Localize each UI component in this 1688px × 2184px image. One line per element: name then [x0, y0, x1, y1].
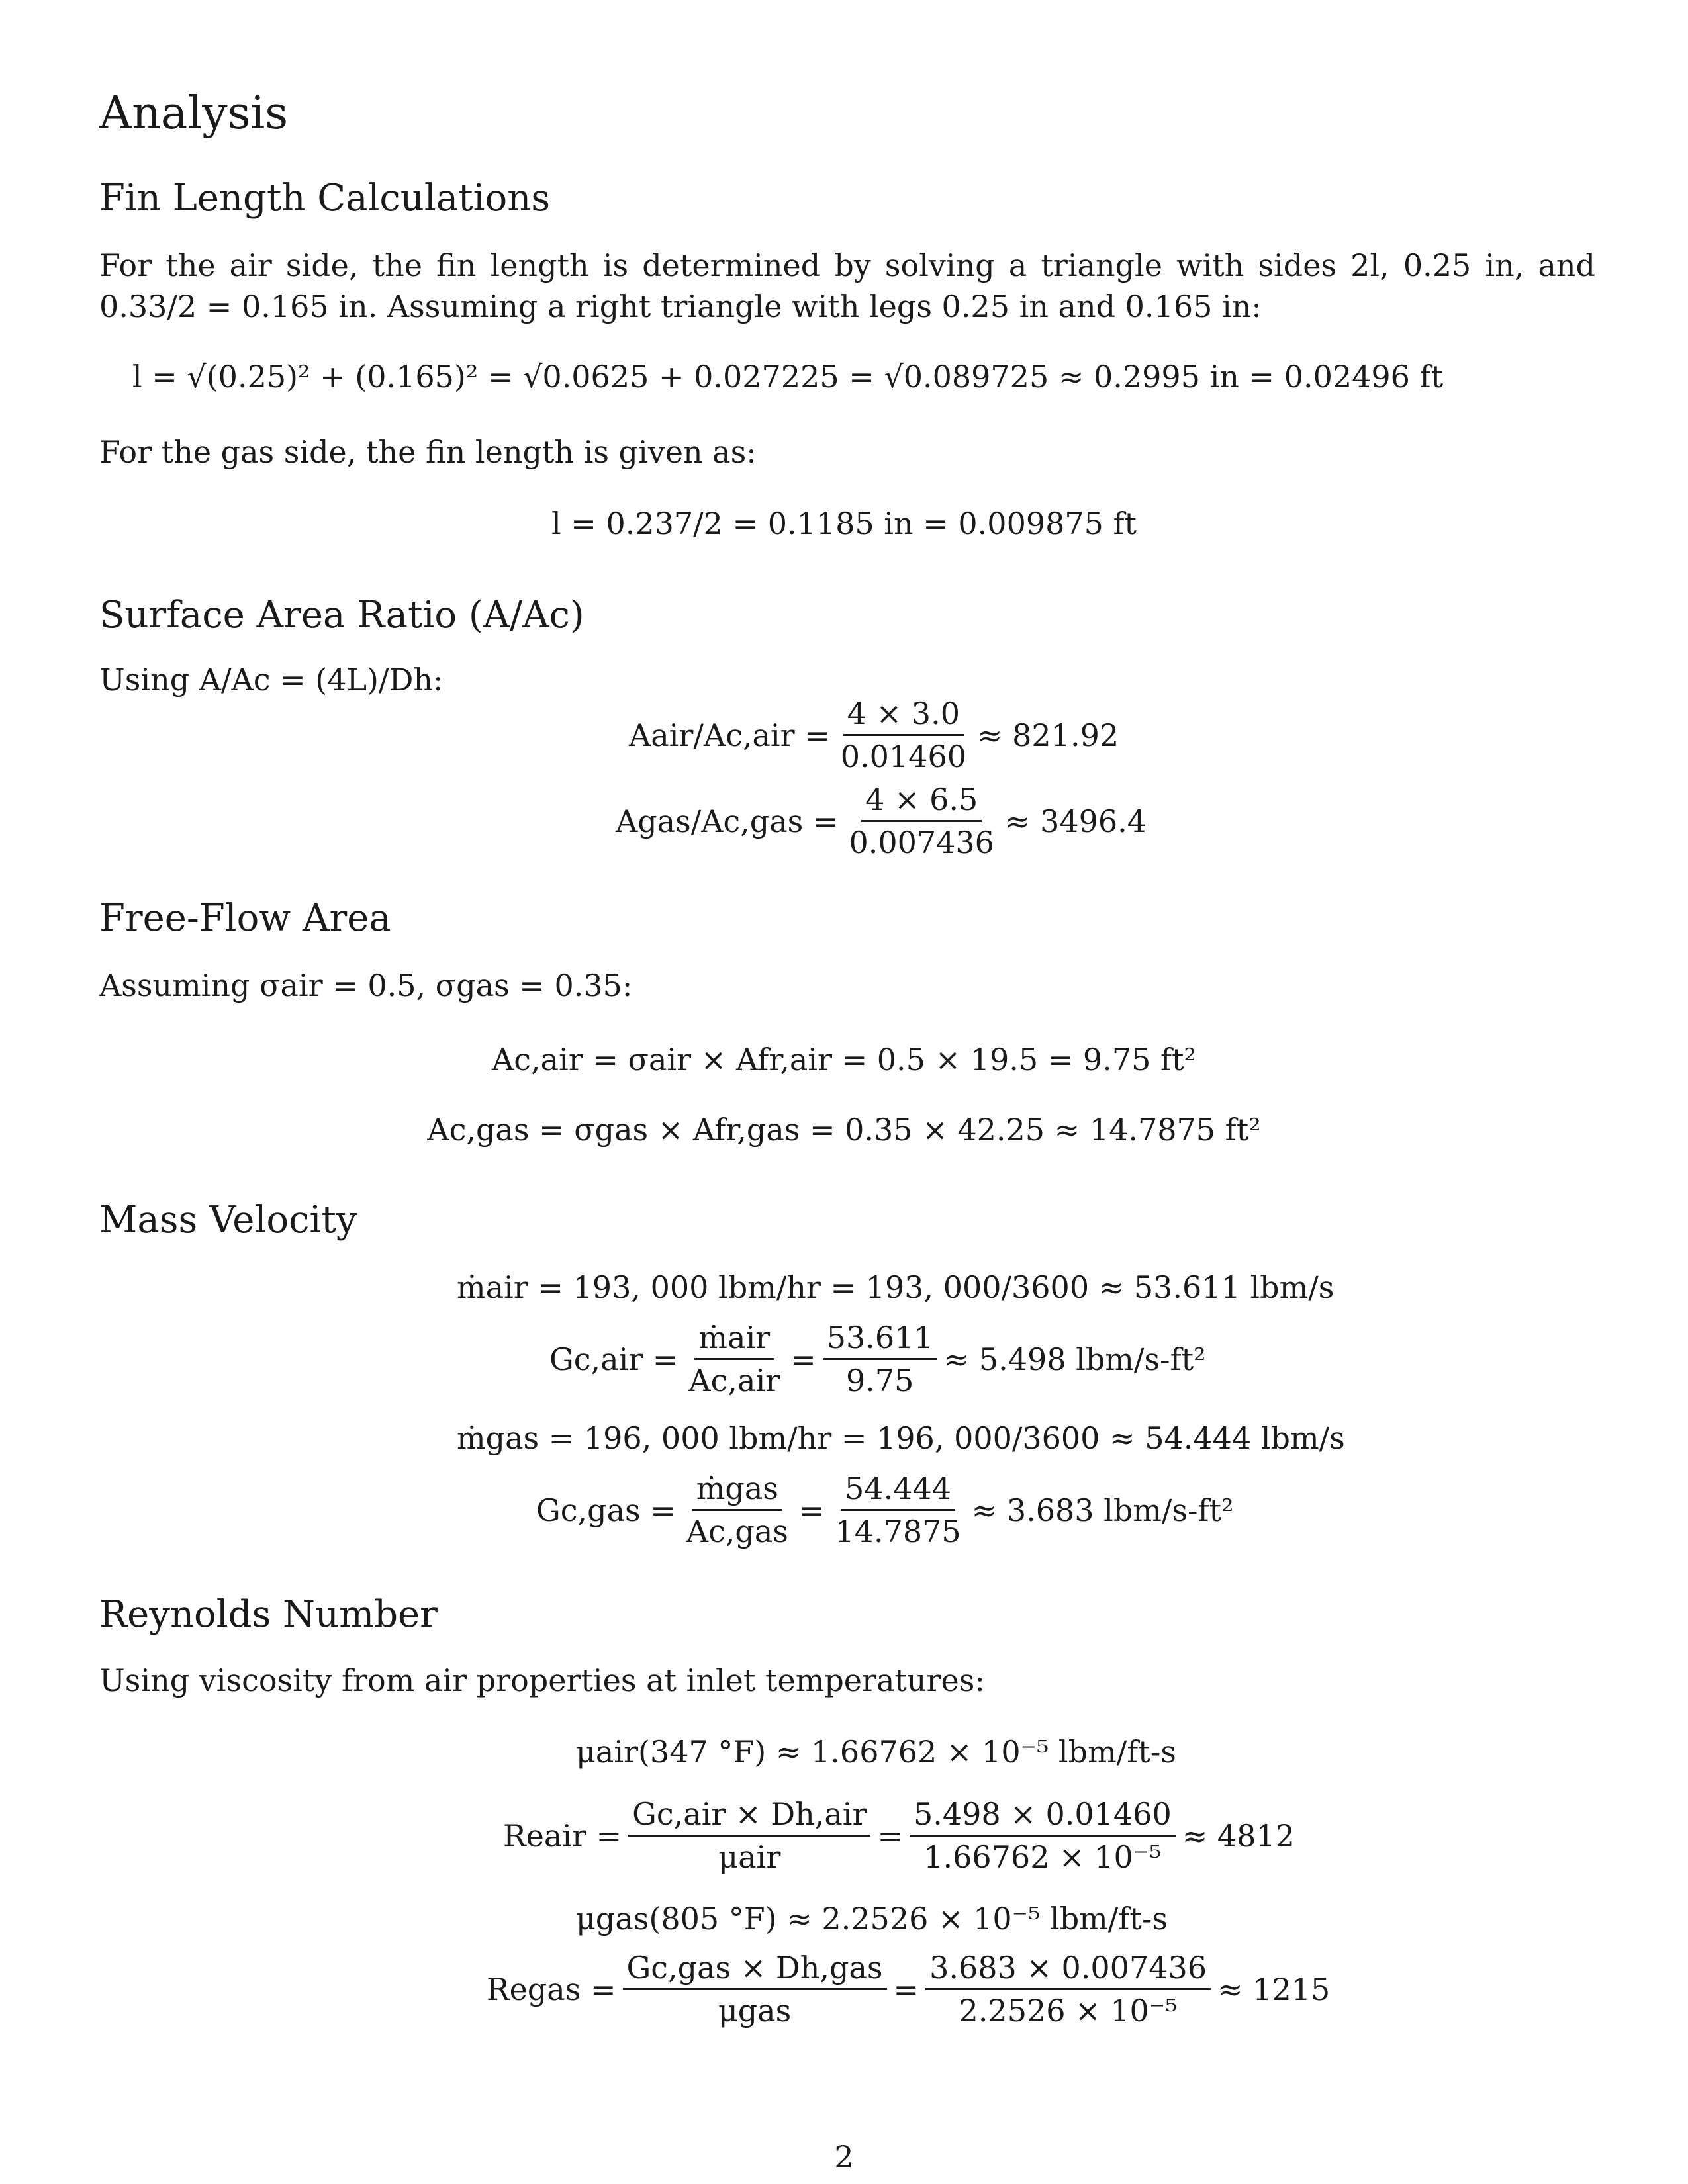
reynolds-gas-denominator-symbolic: μgas — [718, 1993, 792, 2028]
surface-gas-denominator: 0.007436 — [849, 825, 994, 860]
reynolds-gas-denominator-numeric: 2.2526 × 10⁻⁵ — [959, 1993, 1178, 2028]
surface-air-denominator: 0.01460 — [840, 739, 966, 774]
subsection-title-free-flow: Free-Flow Area — [99, 897, 391, 940]
subsection-title-surface-area: Surface Area Ratio (A/Ac) — [99, 594, 585, 637]
surface-air-fraction — [837, 698, 970, 772]
subsection-title-fin-length: Fin Length Calculations — [99, 177, 551, 220]
mass-velocity-air-equation: Gc,air = $\frac{\text{ṁair}}{\text{Ac,air}}$ = $\frac{53.611}{9.75}$ ≈ 5.498 lbm/s-ft² — [549, 1320, 1206, 1398]
mass-velocity-gas-denominator-numeric: 14.7875 — [835, 1514, 961, 1549]
reynolds-gas-fraction-numeric — [925, 1952, 1211, 2026]
mass-velocity-gas-fraction-numeric — [831, 1473, 964, 1547]
reynolds-air-fraction-numeric — [910, 1796, 1176, 1875]
surface-gas-lhs: Agas/Ac,gas = — [616, 803, 839, 839]
free-flow-intro: Assuming σair = 0.5, σgas = 0.35: — [99, 968, 633, 1003]
reynolds-air-denominator-symbolic: μair — [718, 1839, 781, 1875]
reynolds-air-lhs: Reair = — [503, 1817, 622, 1854]
fin-gas-equation: l = 0.237/2 = 0.1185 in = 0.009875 ft — [551, 506, 1137, 541]
reynolds-gas-fraction-symbolic — [623, 1952, 887, 2026]
reynolds-gas-equation: Regas = $\frac{\text{Gc,gas × Dh,gas}}{\text{μgas}}$ = $\frac{3.683 \times 0.007436}{\text{2.2526 × 10⁻⁵}}$ ≈ 1215 — [487, 1950, 1331, 2028]
surface-air-equation — [629, 698, 1119, 772]
reynolds-gas-numerator-symbolic: Gc,gas × Dh,gas — [623, 1952, 887, 1990]
viscosity-gas-equation: μgas(805 °F) ≈ 2.2526 × 10⁻⁵ lbm/ft-s — [576, 1901, 1168, 1936]
mass-velocity-air-denominator-numeric: 9.75 — [845, 1363, 914, 1398]
fin-gas-paragraph: For the gas side, the fin length is given as: — [99, 434, 757, 470]
fin-air-equation: l = √(0.25)² + (0.165)² = √0.0625 + 0.027225 = √0.089725 ≈ 0.2995 in = 0.02496 ft — [132, 359, 1444, 394]
surface-air-numerator: 4 × 3.0 — [843, 698, 964, 736]
mass-flow-gas-equation: ṁgas = 196, 000 lbm/hr = 196, 000/3600 ≈ 54.444 lbm/s — [457, 1420, 1345, 1456]
surface-area-intro: Using A/Ac = (4L)/Dh: — [99, 662, 444, 698]
subsection-title-mass-velocity: Mass Velocity — [99, 1199, 357, 1242]
reynolds-air-equation: Reair = $\frac{\text{Gc,air × Dh,air}}{\text{μair}}$ = $\frac{5.498 \times 0.01460}{\text{1.66762 × 10⁻⁵}}$ ≈ 4812 — [503, 1796, 1295, 1875]
viscosity-air-equation: μair(347 °F) ≈ 1.66762 × 10⁻⁵ lbm/ft-s — [576, 1734, 1176, 1770]
mass-velocity-air-denominator-symbolic: Ac,air — [688, 1363, 780, 1398]
mass-velocity-gas-numerator-numeric: 54.444 — [841, 1473, 955, 1511]
reynolds-gas-numerator-numeric: 3.683 × 0.007436 — [925, 1952, 1211, 1990]
page-number: 2 — [834, 2139, 854, 2175]
mass-velocity-gas-equation: Gc,gas = $\frac{\text{ṁgas}}{\text{Ac,gas}}$ = $\frac{54.444}{14.7875}$ ≈ 3.683 lbm/s-ft² — [536, 1471, 1234, 1549]
reynolds-air-fraction-symbolic — [628, 1796, 870, 1875]
mass-velocity-air-result: ≈ 5.498 lbm/s-ft² — [943, 1341, 1206, 1377]
mass-velocity-air-lhs: Gc,air = — [549, 1341, 679, 1377]
reynolds-air-denominator-numeric: 1.66762 × 10⁻⁵ — [923, 1839, 1162, 1875]
reynolds-air-numerator-symbolic: Gc,air × Dh,air — [628, 1799, 870, 1837]
fin-air-paragraph: For the air side, the fin length is determined by solving a triangle with sides 2l, 0.25 in, and 0.33/2 = 0.165 in. Assuming a right triangle with legs 0.25 in and 0.165 in: — [99, 248, 1595, 324]
mass-velocity-gas-lhs: Gc,gas = — [536, 1492, 676, 1528]
surface-gas-result: ≈ 3496.4 — [1004, 803, 1147, 839]
subsection-title-reynolds: Reynolds Number — [99, 1593, 438, 1636]
mass-velocity-gas-numerator-symbolic: ṁgas — [692, 1473, 782, 1511]
reynolds-intro: Using viscosity from air properties at inlet temperatures: — [99, 1662, 985, 1698]
reynolds-gas-lhs: Regas = — [487, 1971, 616, 2007]
surface-gas-numerator: 4 × 6.5 — [861, 784, 982, 822]
mass-velocity-air-fraction-symbolic — [684, 1322, 784, 1396]
mass-velocity-gas-denominator-symbolic: Ac,gas — [686, 1514, 788, 1549]
free-flow-gas-equation: Ac,gas = σgas × Afr,gas = 0.35 × 42.25 ≈ 14.7875 ft² — [427, 1112, 1261, 1148]
mass-velocity-air-fraction-numeric — [823, 1322, 937, 1396]
mass-velocity-air-numerator-symbolic: ṁair — [694, 1322, 774, 1360]
surface-gas-fraction — [845, 784, 998, 858]
mass-flow-air-equation: ṁair = 193, 000 lbm/hr = 193, 000/3600 ≈ 53.611 lbm/s — [457, 1269, 1335, 1305]
mass-velocity-gas-result: ≈ 3.683 lbm/s-ft² — [971, 1492, 1234, 1528]
surface-air-lhs: Aair/Ac,air = — [629, 717, 830, 753]
reynolds-air-numerator-numeric: 5.498 × 0.01460 — [910, 1799, 1176, 1837]
mass-velocity-air-numerator-numeric: 53.611 — [823, 1322, 937, 1360]
surface-gas-equation — [616, 784, 1147, 858]
section-title-analysis: Analysis — [99, 87, 289, 140]
reynolds-air-result: ≈ 4812 — [1182, 1817, 1295, 1854]
reynolds-gas-result: ≈ 1215 — [1217, 1971, 1331, 2007]
surface-air-result: ≈ 821.92 — [976, 717, 1119, 753]
mass-velocity-gas-fraction-symbolic — [682, 1473, 792, 1547]
free-flow-air-equation: Ac,air = σair × Afr,air = 0.5 × 19.5 = 9.75 ft² — [492, 1042, 1196, 1077]
